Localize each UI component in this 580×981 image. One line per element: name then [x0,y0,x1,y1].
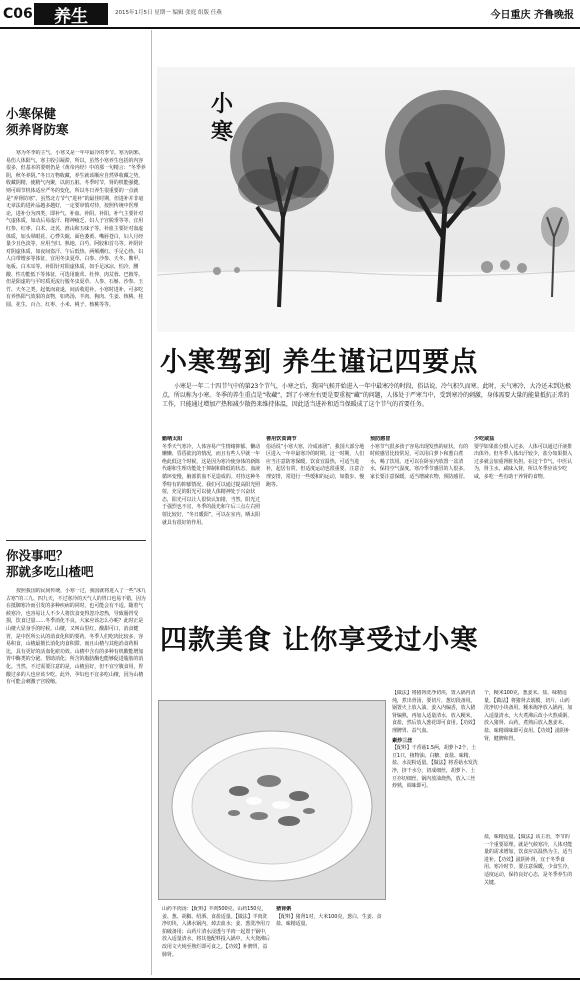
page-number: C06 [3,6,33,22]
footer-rule [0,978,580,980]
food-col-2b-body: 【配料】干香菇1.5两，胡萝卜2个，土豆1只，植物油、白糖、食盐、味精、盐、水淀粉适量。【做法】将香菇水发洗净，挤干水分，切成细丝，胡萝卜、土豆亦切细丝，锅内放油烧热，放入三丝炒熟，调味即可。 [392,745,478,790]
food-col-1: 山药羊肉汤：【配料】羊肉500克，山药150克，姜、葱、胡椒、绍酒、食盐适量。【做法】羊肉洗净切块，入沸水锅内，焯去血水；姜、葱洗净用刀拍破备用；山药片清水浸透与羊肉一起置于锅中，放入适量清水，将其他配料投入锅中，大火烧沸后改用文火炖至熟烂即可食之。【功效】补脾胃，益肺肾。 [162,906,270,958]
left-article-1-body: 寒为冬季的主气，小寒又是一年中最冷的季节。寒为阴邪，易伤人体阳气，寒主收引凝滞，所以，虽然小寒养生包括的内容很多，但基本的要则仍是《黄帝内经》中的那一句精言：“冬季养阴，秋冬养阴。”冬日万物收藏，养生就该顺应自然界收藏之势，收藏阴精，使精气内聚，以润五脏。冬季时节，肾的机能强健，则可调节机体适应严冬的变化，所以冬日养生很重要的一点就是“养肾防寒”。虽然北方节气“进补”的最佳时期，但进补并非毫无章法的进补品越多越好，一定要审慎对待，按照传统中医理论，进补分为四类，即补气、补血、补阴、补阳。补气主要针对气虚体质，如动后易虚汗、精神疲乏、妇人子宫脱垂等等，宜用红参、红枣、白术、北芪、淮山和五味子等。补血主要针对血虚体质，如头晕眼花、心悸失眠、面色萎黄、嘴唇苍白，妇人月经量少且色淡等，应用当归、熟地、白芍、阿胶和首乌等。补阴针对阴虚体质，如夜间盗汗、午后低热、两颊潮红、手足心热、妇人白带增多等体征，宜用冬虫夏草、白参、沙参、天冬、鳖甲、龟板、白木耳等。补阳针对阳虚体质，如手足冰凉、怕冷、腰酸、性功能低下等体征，可选用鹿茸、杜仲、肉苁蓉、巴戟等。但是阳虚的与平时质更流行服冬虫夏草、人参、石斛、沙参、玉竹、天冬之类，起低而衰退，间活收进补。小寒时进补，可多吃有养热阳气效果的食物，如鸡汤、羊肉、狗肉、生姜、核桃、桂圆、花生、百合、红枣、小米、桃子、核桃等等。 [6,150,146,308]
left-article-2-title-line1: 你没事吧？ [6,548,69,563]
food-col-1b-head: 猪肾粥 [276,906,292,912]
food-col-4: 盐，味精适量。【做法】该主治，季节的一个重要原理，就是气候寒冷，人体对能量的需求增加，饮食应以温热为主，适当进补。【功效】滋阴补肾，宜于冬季食用。寒冷时节，要注意保暖，少食生冷，适度运动，保持良好心态，是冬季养生的关键。 [484,834,573,886]
hero-vertical-title [207,90,237,146]
main-col-4-body: 要学如果盐分摄入过多，人体可以通过汗液排出体外。但冬季人体出汗较少，盐分如果摄入过多就会加重肾脏负担。在这个节气，中医认为，肾主水，咸味入肾，所以冬季应该少吃咸，多吃一些有助于养肾的食物。 [474,443,573,480]
newspaper-brand: 今日重庆 齐鲁晚报 [490,10,574,21]
main-col-3-body: 小寒节气很多孩子容易出现发热的症状，有的时候感冒比较常见，可以用白萝卜和葱白煮水，喝了饮用。还可以在卧室内放置一盆清水，保持空气湿度。寒冷季节感冒的人很多，家长要注意保暖，适当增减衣物，预防感冒。 [370,443,469,480]
main-col-2 [266,436,366,606]
main-col-2-body: 俗话说“小寒大寒，冷成冰团”，我国大部分地区进入一年中最寒冷的时期。这一时期，人们应当注意防寒保暖，饮食宜温热，可适当进补，起居有常，但适度运动也很重要，注意合理安排，常进行一些缓和的运动，如散步、慢跑等。 [266,443,365,488]
main-col-1-body: 冬季天气寒冷，人体容易产生情绪抑郁、懒动懒懒、昏昏欲沉的情况，而且有些人早就一年绝此低这个时候，这是因为寒冷使身体的新陈代谢和生理功能处于抑制和降低的状态，血液循环变慢，脑部供血不足造成的。对待这种冬季特有的抑郁情况，我们可以通过提高阳光照射，充足的阳光可以使人体精神处于兴奋状态，阳光可以让人很快认知错，当然，阳光过于强烈也不宜，冬季的晨光和午后三点左右照射比较好，“冬日暖阳”，可以在室内，晒太阳就具有很好的作用。 [162,443,261,526]
hero-vertical-title-char-1: 小 [210,91,233,117]
main-col-3-head: 预防感冒 [370,436,391,442]
food-col-2b-head: 素炒三丝 [392,737,413,744]
food-col-3: 个，粳米100克，葱姜末、盐、味精适量。【做法】将猪肾去筋膜，切片，山药洗净切小块备用，粳米淘净放入锅内，加入适量清水，大火煮沸后改小火熬成粥，放入猪肾、山药，煮熟后放入葱姜末、盐、味精调味即可食用。【功效】滋阴补肾，健脾和胃。 [484,690,573,742]
left-article-2-title-line2: 那就多吃山楂吧 [6,564,94,579]
main-col-4-head: 少吃咸盐 [474,436,495,442]
main-article-title: 小寒驾到 养生谨记四要点 [160,347,479,378]
food-col-2-body: 【做法】将猪肾洗净切块，置入锅内清炖，煮出骨汤，要切片，葱切段备用。锅置火上放入油，姜入内煸香，放入猪肾煸熟，再加入适量清水，放入粳米，食盐，然后放入葱花即可食用。【功效】理脾胃、益气血。 [392,690,478,734]
food-col-1b-body: 【配料】猪肾1对，大米100克，葱白、生姜、食盐、味精适量。 [276,913,382,928]
hero-vertical-title-char-2: 寒 [210,119,233,145]
main-article-lead: 小寒是一年二十四节气中的第23个节气，小寒之后，我国气候开始进入一年中最寒冷的时段，俗话说，冷气积久而寒。此时，天气寒冷，大冷还未到达极点，所以称为小寒。冬季的养生重点是“收藏”，到了小寒左右更是要重视“藏”的问题，人体处于严寒当中，受到寒冷的刺激，身体需要大量的能量抵抗正常的工作，只能通过增加产热和减少散热来维持体温，因此适当进补和适当保暖成了这个节气的首要任务。 [162,383,571,408]
food-col-2 [392,690,480,975]
column-separator [151,30,152,975]
left-divider [6,540,146,541]
left-article-2-body: 按照我国的民间传统，小寒一过，我国就将进入了一些“冰九古寒”的三九、四九天，不过寒冷的天气人的胃口也易不错，因为在抵御寒冷而引发的多种疾病的同时，也可能会有不适。随着气候寒冷，也容易让人不少人将饮食变得忽冷忽热，导致肠胃受损，饮食过量……冬季消化不良，大家应该怎么办呢？此时正是山楂大显身手的时候。山楂，又叫山里红，酸甜可口，消食健胃，是中医所公认的消食化积的要药。冬季人们吃肉比较多，容易积食，山楂最擅长消化肉食积滞。而且山楂与其他消食药相比，具有更好的活血化瘀功效。山楂中含有的多种有机酸能增加胃中酶类的分泌，帮助消化；所含的脂肪酶也能够促进脂肪的消化。当然，不过需要注意的是，山楂虽好，但不宜空腹食用，胃酸过多的人也应该少吃。此外，孕妇也不宜多吃山楂，因为山楂有可能会刺激子宫收缩。 [6,588,146,686]
main-col-3 [370,436,470,606]
main-col-4 [474,436,574,606]
food-article-title: 四款美食 让你享受过小寒 [160,625,479,656]
header-rule [0,27,580,29]
food-photo [158,700,386,900]
main-col-1 [162,436,262,606]
issue-meta: 2015年1月5日 星期一 编辑 张庭 组版 任燕 [115,10,222,16]
left-article-2-title [6,548,146,580]
left-article-1-title [6,106,146,138]
left-article-1-title-line1: 小寒保健 [6,106,57,121]
left-article-1-title-line2: 须养肾防寒 [6,122,69,137]
food-col-1b [276,906,386,976]
section-label: 养生 [34,3,108,25]
main-col-2-head: 善用饮食调节 [266,436,297,442]
main-col-1-head: 勤晒太阳 [162,436,183,442]
